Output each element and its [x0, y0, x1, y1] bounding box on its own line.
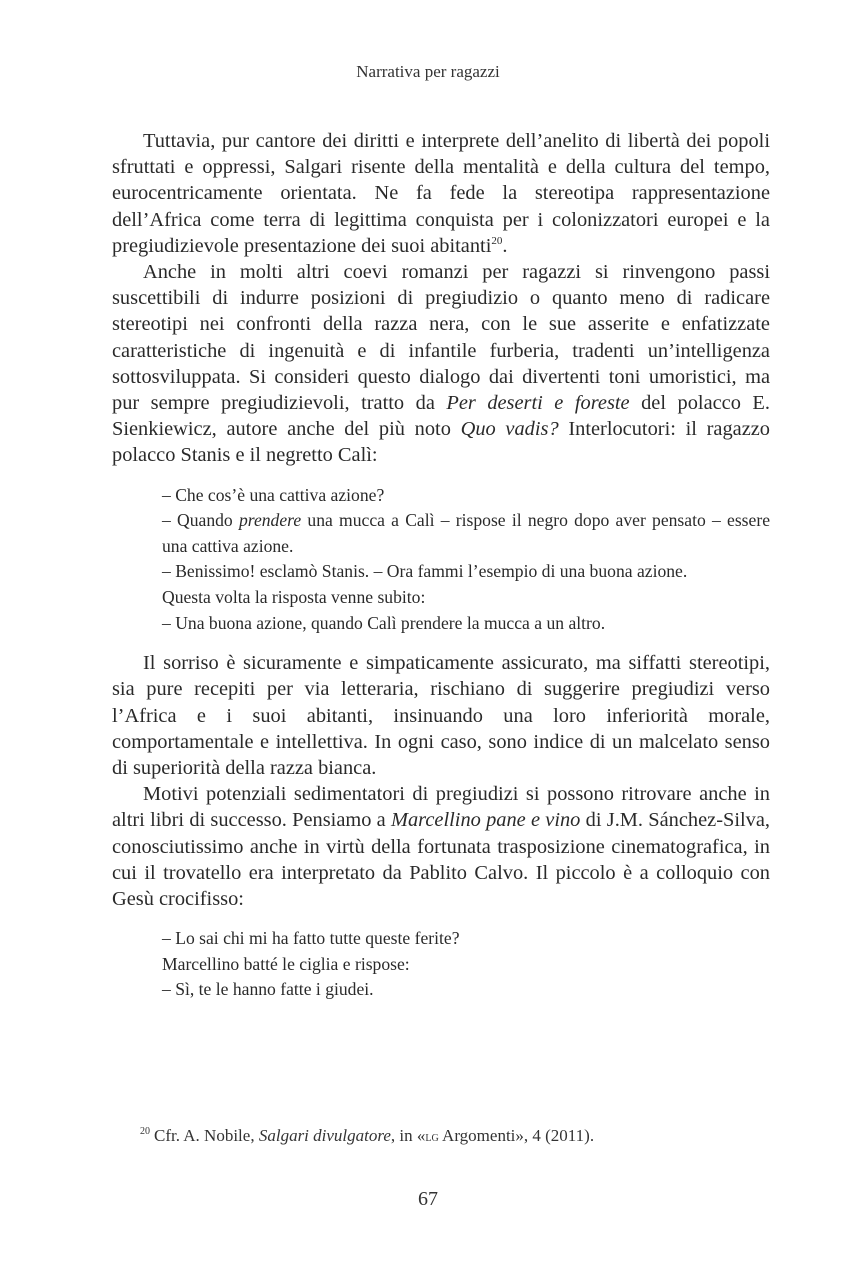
quote-line: – Lo sai chi mi ha fatto tutte queste ferite?: [162, 928, 460, 949]
running-head: Narrativa per ragazzi: [356, 62, 500, 81]
quote-text: – Quando: [162, 510, 239, 531]
paragraph-1-text: Tuttavia, pur cantore dei diritti e interprete dell’anelito di libertà dei popoli sfruttati e oppressi, Salgari risente della mentalità e della cultura del tempo, eurocentricamente orientata. Ne fa fede la stereotipa rappresentazione dell’Africa come terra di legittima conquista per i colonizzatori europei e la pregiudizievole presentazione dei suoi abitanti: [112, 130, 770, 257]
footnote: [140, 1126, 594, 1146]
paragraph-4-text-b: di J.M. Sánchez-Silva, conosciutissimo anche in virtù della fortunata trasposizione cinematografica, in cui il trovatello era interpretato da Pablito Calvo. Il piccolo è a colloquio con Gesù crocifisso:: [112, 809, 771, 911]
footnote-smallcaps: lg: [425, 1130, 439, 1145]
quote-line: – Sì, te le hanno fatte i giudei.: [162, 979, 374, 1000]
quote-line: – Benissimo! esclamò Stanis. – Ora fammi l’esempio di una buona azione.: [162, 561, 688, 582]
footnote-text: Argomenti», 4 (2011).: [438, 1126, 595, 1145]
quote-line: Questa volta la risposta venne subito:: [162, 587, 426, 608]
footnote-number: 20: [140, 1126, 150, 1138]
footnote-text: , in «: [390, 1126, 426, 1145]
block-quote-1: [162, 483, 770, 637]
paragraph-4: [112, 781, 770, 912]
book-title-marcellino: Marcellino pane e vino: [390, 809, 581, 832]
page-body: [112, 128, 770, 1017]
quote-line: – Una buona azione, quando Calì prendere la mucca a un altro.: [162, 612, 606, 633]
footnote-reference[interactable]: 20: [491, 235, 503, 248]
footnote-title: Salgari divulgatore: [258, 1126, 391, 1145]
paragraph-1: [112, 128, 770, 259]
quote-line: – Che cos’è una cattiva azione?: [162, 484, 385, 505]
paragraph-2-text-a: Anche in molti altri coevi romanzi per ragazzi si rinvengono passi suscettibili di indurre posizioni di pregiudizio o quanto meno di radicare stereotipi nei confronti della razza nera, con le sue asserite e enfatizzate caratteristiche di ingenuità e di infantile furberia, tradenti un’intelligenza sottosviluppata. Si consideri questo dialogo dai divertenti toni umoristici, ma pur sempre pregiudizievoli, tratto da: [112, 261, 770, 415]
paragraph-2: [112, 259, 770, 469]
quote-text: una mucca a Calì – rispose il negro dopo aver pensato – essere una cattiva azione.: [162, 510, 770, 556]
quote-line: [162, 508, 770, 559]
paragraph-3: Il sorriso è sicuramente e simpaticamente assicurato, ma siffatti stereotipi, sia pure recepiti per via letteraria, rischiano di suggerire pregiudizi verso l’Africa e i suoi abitanti, insinuando una loro inferiorità morale, comportamentale e intellettiva. In ogni caso, sono indice di un malcelato senso di superiorità della razza bianca.: [112, 652, 770, 780]
paragraph-2-text-b: del polacco E. Sienkiewicz, autore anche del più noto: [112, 392, 770, 441]
block-quote-2: [162, 926, 770, 1003]
footnote-text: Cfr. A. Nobile,: [154, 1126, 259, 1145]
paragraph-1-end: .: [502, 234, 508, 257]
book-title-quo-vadis: Quo vadis?: [460, 418, 559, 441]
page-number: 67: [418, 1188, 438, 1210]
quote-italic-word: prendere: [238, 510, 302, 531]
quote-line: Marcellino batté le ciglia e rispose:: [162, 953, 410, 974]
book-title-per-deserti-e-foreste: Per deserti e foreste: [446, 392, 630, 415]
paragraph-4-text-a: Motivi potenziali sedimentatori di pregiudizi si possono ritrovare anche in altri libri di successo. Pensiamo a: [112, 783, 770, 832]
paragraph-2-text-c: Interlocutori: il ragazzo polacco Stanis e il negretto Calì:: [112, 418, 770, 467]
